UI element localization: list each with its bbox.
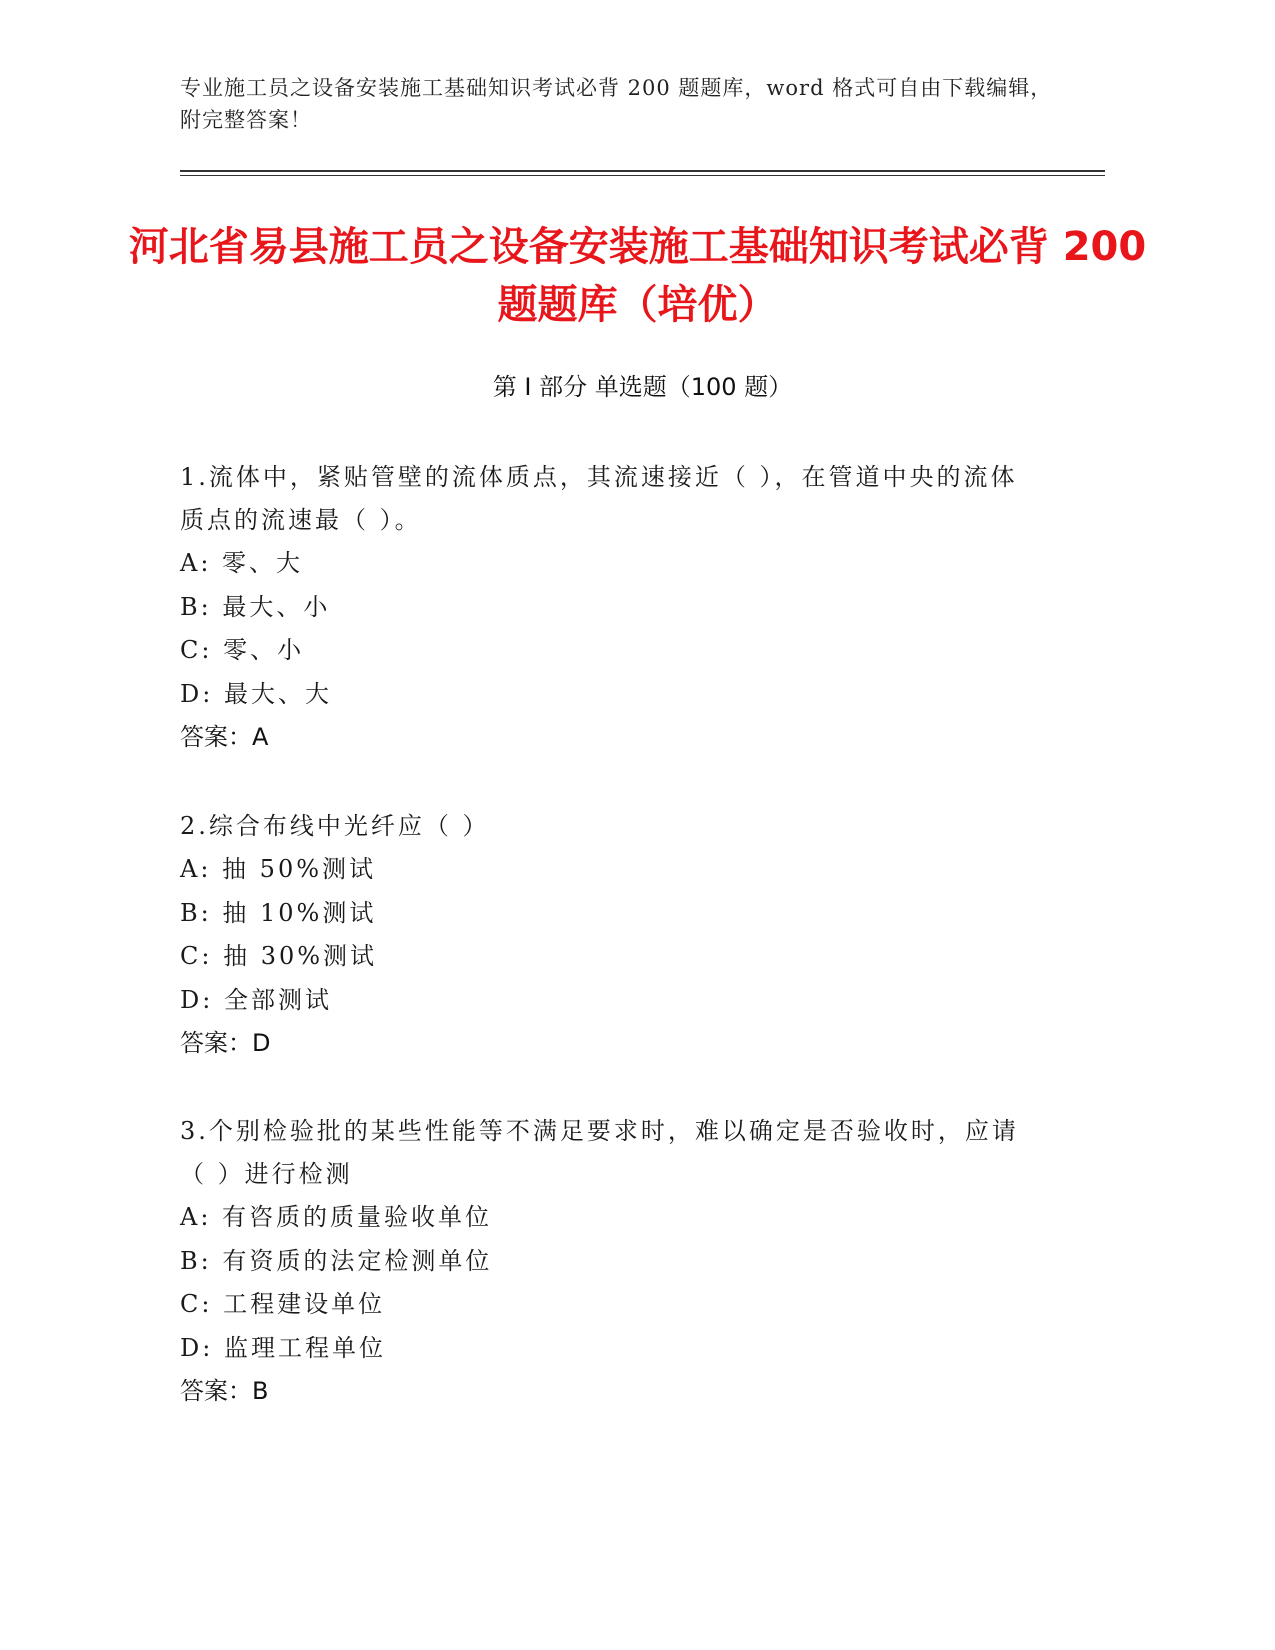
answer-line: 答案：D: [180, 1029, 271, 1057]
option-d: D: 监理工程单位: [180, 1333, 386, 1362]
document-title: 河北省易县施工员之设备安装施工基础知识考试必背 200 题题库（培优）: [128, 224, 1147, 328]
option-c: C: 抽 30%测试: [180, 942, 378, 970]
option-b: B: 最大、小: [180, 592, 331, 621]
option-b: B: 有资质的法定检测单位: [180, 1246, 493, 1275]
option-c: C: 零、小: [180, 636, 305, 664]
answer-line: 答案：A: [180, 723, 269, 751]
question-stem: 1.流体中，紧贴管壁的流体质点，其流速接近（ ），在管道中央的流体质点的流速最（ ）。: [180, 463, 1018, 534]
option-d: D: 全部测试: [180, 985, 332, 1014]
header-note: 专业施工员之设备安装施工基础知识考试必背 200 题题库，word 格式可自由下载编辑，附完整答案！: [180, 76, 1053, 132]
question-3: [180, 1110, 1040, 1413]
answer-line: 答案：B: [180, 1377, 269, 1405]
question-stem: 3.个别检验批的某些性能等不满足要求时，难以确定是否验收时，应请（ ）进行检测: [180, 1117, 1019, 1188]
option-d: D: 最大、大: [180, 679, 332, 708]
option-a: A: 零、大: [180, 549, 304, 577]
question-2: [180, 805, 1040, 1065]
option-a: A: 抽 50%测试: [180, 855, 377, 883]
option-a: A: 有咨质的质量验收单位: [180, 1203, 493, 1231]
option-b: B: 抽 10%测试: [180, 898, 377, 927]
question-stem: 2.综合布线中光纤应（ ）: [180, 812, 490, 840]
section-title: 第 I 部分 单选题（100 题）: [492, 373, 793, 401]
header-divider: [180, 170, 1105, 176]
question-1: [180, 456, 1040, 759]
option-c: C: 工程建设单位: [180, 1290, 386, 1318]
